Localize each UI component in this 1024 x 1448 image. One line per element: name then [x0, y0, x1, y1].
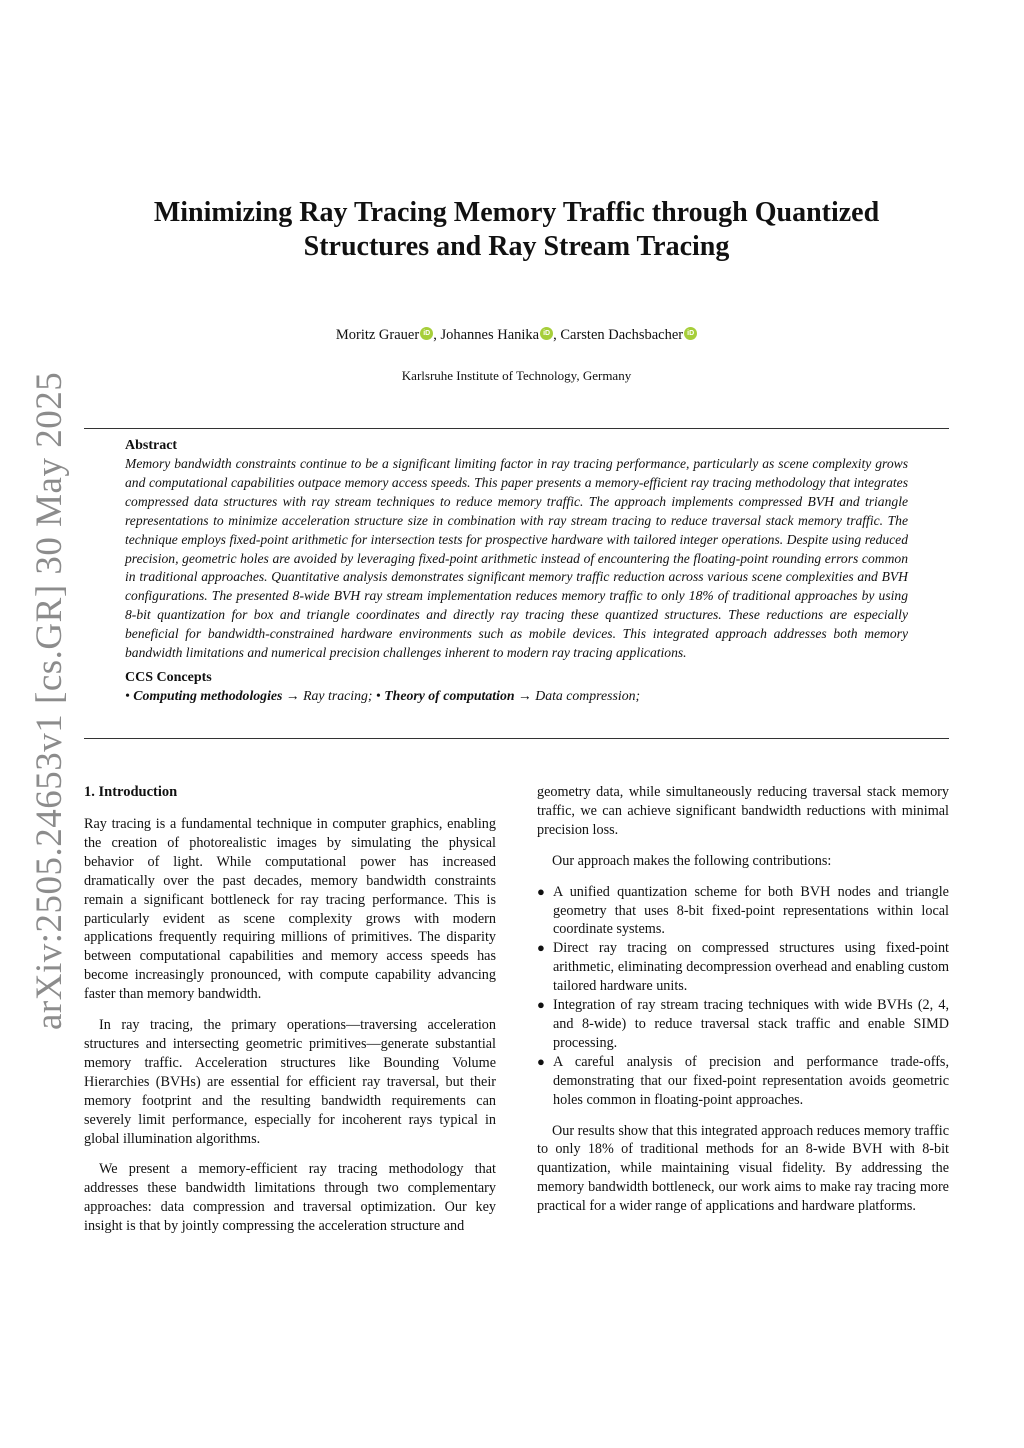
ccs-arrow: →: [285, 687, 300, 703]
ccs-concept-1: Computing methodologies: [133, 687, 283, 703]
author-list: [84, 327, 949, 344]
contributions-intro: Our approach makes the following contributions:: [552, 852, 832, 869]
title-line-2: Structures and Ray Stream Tracing: [303, 231, 730, 262]
left-column: [84, 783, 496, 1248]
contribution-item: [537, 883, 949, 940]
abstract-section: [125, 437, 908, 705]
ccs-concepts: [125, 687, 908, 705]
intro-paragraph-1: Ray tracing is a fundamental technique in computer graphics, enabling the creation of photorealistic images by simulating the physical behavior of light. While computational power has increased dramatically over the past decades, memory bandwidth constraints remain a significant bottleneck for ray tracing performance. This is particularly evident as scene complexity grows with modern applications frequently requiring millions of primitives. The disparity between computational capabilities and memory access speeds has become increasingly pronounced, with compute capability advancing faster than memory bandwidth.: [84, 816, 496, 1003]
author-separator: ,: [433, 327, 441, 343]
arxiv-identifier-stamp: arXiv:2505.24653v1 [cs.GR] 30 May 2025: [29, 371, 70, 1030]
bullet-icon: ●: [537, 940, 545, 956]
intro-paragraph-2: In ray tracing, the primary operations—traversing acceleration structures and intersecting geometric primitives—generate substantial memory traffic. Acceleration structures like Bounding Volume Hierarchies (BVHs) are essential for efficient ray traversal, but their memory footprint and the resulting bandwidth requirements can severely limit performance, especially for incoherent rays typical in global illumination algorithms.: [84, 1017, 496, 1147]
contribution-text: A careful analysis of precision and performance trade-offs, demonstrating that our fixed-point representation avoids geometric holes common in floating-point approaches.: [553, 1053, 949, 1108]
bullet-icon: ●: [537, 883, 545, 899]
orcid-icon[interactable]: iD: [540, 327, 553, 340]
contribution-item: [537, 939, 949, 996]
intro-paragraph-3-continued: geometry data, while simultaneously reducing traversal stack memory traffic, we can achieve significant bandwidth reductions with minimal precision loss.: [537, 784, 949, 838]
ccs-heading: CCS Concepts: [125, 669, 212, 685]
contribution-item: [537, 996, 949, 1053]
contributions-list: [537, 883, 949, 1110]
author-2-name: Johannes Hanika: [440, 327, 540, 343]
bullet-icon: ●: [537, 997, 545, 1013]
ccs-arrow: →: [517, 687, 532, 703]
contribution-text: A unified quantization scheme for both BVH nodes and triangle geometry that uses 8-bit fixed-point representations within local coordinate systems.: [553, 883, 949, 938]
intro-paragraph-3: We present a memory-efficient ray tracing methodology that addresses these bandwidth limitations through two complementary approaches: data compression and traversal optimization. Our key insight is that by jointly compressing the acceleration structure and: [84, 1161, 496, 1235]
divider-bottom: [84, 738, 949, 739]
divider-top: [84, 428, 949, 429]
orcid-icon[interactable]: iD: [420, 327, 433, 340]
paper-title: [84, 196, 949, 264]
author-1-name: Moritz Grauer: [335, 327, 420, 343]
contribution-text: Integration of ray stream tracing techniques with wide BVHs (2, 4, and 8-wide) to reduce traversal stack traffic and enable SIMD processing.: [553, 997, 949, 1051]
abstract-heading: Abstract: [125, 438, 178, 453]
ccs-subconcept-2: Data compression;: [535, 687, 641, 703]
section-heading-introduction: 1. Introduction: [84, 784, 178, 800]
abstract-text: Memory bandwidth constraints continue to be a significant limiting factor in ray tracing performance, particularly as scene complexity grows and computational capabilities outpace memory access speeds. This paper presents a memory-efficient ray tracing methodology that integrates compressed data structures with ray stream techniques to reduce memory traffic. The approach implements compressed BVH and triangle representations to minimize acceleration structure size in combination with ray stream tracing to reduce traversal stack memory traffic. The technique employs fixed-point arithmetic for intersection tests for prospective hardware with tailored integer operations. Despite using reduced precision, geometric holes are avoided by leveraging fixed-point arithmetic instead of encountering the floating-point rounding errors common in traditional approaches. Quantitative analysis demonstrates significant memory traffic reduction across various scene complexities and BVH configurations. The presented 8-wide BVH ray stream implementation reduces memory traffic to only 18% of traditional approaches by using 8-bit quantization for box and triangle coordinates and directly ray tracing these quantized structures. These reductions are especially beneficial for bandwidth-constrained hardware environments such as mobile devices. This integrated approach addresses both memory bandwidth limitations and numerical precision challenges inherent to modern ray tracing applications.: [125, 456, 908, 661]
ccs-concept-2: Theory of computation: [384, 687, 515, 703]
author-3-name: Carsten Dachsbacher: [560, 327, 684, 343]
orcid-icon[interactable]: iD: [684, 327, 697, 340]
ccs-subconcept-1: Ray tracing;: [303, 687, 373, 703]
right-column: [537, 783, 949, 1228]
ccs-bullet: •: [375, 687, 381, 703]
bullet-icon: ●: [537, 1053, 545, 1069]
author-separator: ,: [553, 327, 561, 343]
contribution-item: [537, 1053, 949, 1110]
title-line-1: Minimizing Ray Tracing Memory Traffic through Quantized: [153, 197, 880, 228]
results-paragraph: Our results show that this integrated approach reduces memory traffic to only 18% of traditional methods for an 8-wide BVH with 8-bit quantization, while maintaining visual fidelity. By addressing the memory bandwidth bottleneck, our work aims to make ray tracing more practical for a wider range of applications and hardware platforms.: [537, 1122, 949, 1215]
affiliation: Karlsruhe Institute of Technology, Germany: [401, 368, 632, 383]
ccs-bullet: •: [125, 687, 130, 703]
contribution-text: Direct ray tracing on compressed structures using fixed-point arithmetic, eliminating decompression overhead and enabling custom tailored hardware units.: [553, 940, 949, 995]
